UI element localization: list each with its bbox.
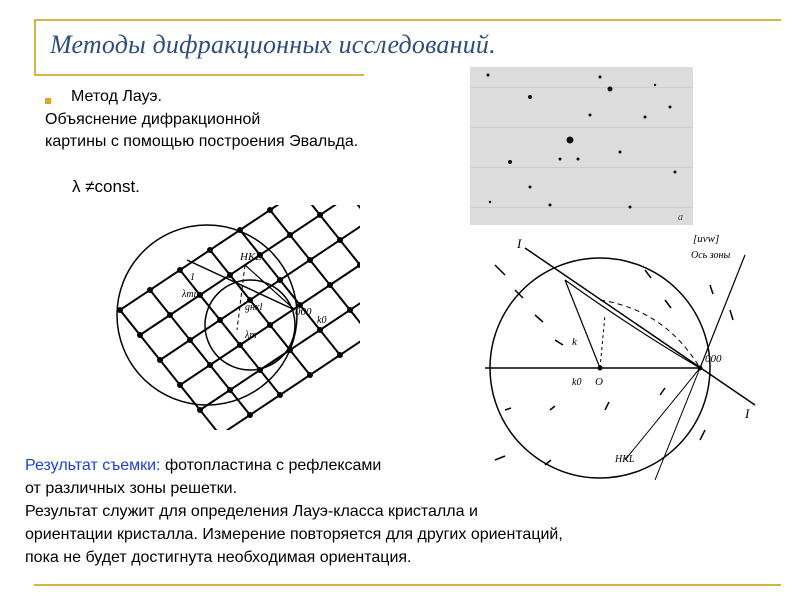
lattice-node (137, 332, 143, 338)
lattice-node (267, 322, 273, 328)
ewald-zone-figure (455, 230, 800, 490)
title-left-rule (34, 19, 36, 74)
photo-background (470, 67, 693, 225)
hkl-label: HKL (615, 454, 635, 465)
lattice-node (337, 352, 343, 358)
reflection-mark (660, 388, 665, 395)
result-lead: Результат съемки: (25, 457, 161, 474)
top-rule (34, 19, 781, 21)
lattice-node (177, 382, 183, 388)
lattice-node (227, 272, 233, 278)
lambda-m-label: λm (245, 330, 257, 341)
lattice-node (147, 287, 153, 293)
lattice-node (287, 232, 293, 238)
result-line-5: пока не будет достигнута необходимая ориентация. (25, 549, 412, 566)
bottom-rule (34, 584, 781, 586)
incident-ray (525, 248, 755, 405)
result-line-2: от различных зоны решетки. (25, 480, 238, 497)
slide-title: Методы дифракционных исследований. (50, 30, 496, 59)
title-bottom-rule (34, 74, 364, 76)
ewald-lattice-figure (90, 205, 360, 430)
lattice-node (157, 357, 163, 363)
result-line-1-rest: фотопластина с рефлексами (160, 457, 382, 474)
result-text (25, 454, 785, 569)
lattice-node (247, 412, 253, 418)
g-hkl-label: gнкl (245, 302, 263, 313)
g-vector (600, 315, 605, 368)
reflection-mark (495, 265, 505, 275)
lattice-node (217, 317, 223, 323)
method-text: Метод Лауэ. (71, 88, 162, 105)
result-line-4: ориентации кристалла. Измерение повторяется для других ориентаций, (25, 526, 563, 543)
k0-label: k0 (317, 315, 327, 326)
explanation-line-1: Объяснение дифракционной (45, 111, 261, 128)
sphere-center-point (598, 366, 603, 371)
lattice-node (337, 237, 343, 243)
origin-point (698, 366, 703, 371)
result-line-1 (25, 454, 785, 477)
photo-corner-label: a (678, 212, 683, 223)
uvw-label: [uvw] (693, 233, 720, 245)
zone-axis-label: Ось зоны (691, 250, 731, 261)
lambda-condition: λ ≠const. (72, 177, 140, 196)
lattice-node (177, 267, 183, 273)
dashed-vector (237, 265, 245, 330)
reflection-mark (710, 285, 713, 294)
hkl-line (625, 368, 700, 460)
lattice-node (227, 387, 233, 393)
reflection-mark (700, 430, 705, 440)
one-label-top: 1 (190, 272, 195, 283)
laue-photograph (470, 67, 693, 225)
lattice-node (197, 407, 203, 413)
lattice-node (267, 207, 273, 213)
origin-000-label: 000 (705, 353, 722, 365)
bullet-square-icon (45, 98, 51, 104)
reflection-mark (605, 402, 609, 410)
hkl-label: HKL (240, 251, 262, 263)
lambda-min-label: λmin (182, 289, 202, 300)
lattice-node (277, 277, 283, 283)
zone-axis-line (700, 255, 745, 368)
i-label-top: I (517, 236, 522, 251)
lattice-node (187, 337, 193, 343)
lattice-node (327, 282, 333, 288)
lattice-node (307, 372, 313, 378)
reflection-mark (555, 340, 563, 345)
reflection-mark (730, 310, 733, 320)
result-line-3: Результат служит для определения Лауэ-класса кристалла и (25, 503, 478, 520)
reflection-mark (550, 406, 555, 410)
lattice-node (237, 342, 243, 348)
k0-label: k0 (572, 377, 582, 388)
lattice-node (307, 257, 313, 263)
reflection-mark (535, 315, 543, 322)
reflection-mark (645, 270, 651, 278)
o-label: O (595, 376, 603, 388)
i-label-right: I (745, 406, 750, 421)
lattice-node (317, 212, 323, 218)
lattice-node (167, 312, 173, 318)
reflection-mark (665, 300, 671, 308)
k-label: k (572, 336, 577, 348)
lattice-line (120, 205, 330, 310)
lattice-line (150, 290, 250, 415)
lattice-node (347, 307, 353, 313)
lattice-line (220, 295, 360, 430)
explanation-line-2: картины с помощью построения Эвальда. (45, 133, 359, 150)
explanation-text (45, 109, 425, 153)
lattice-node (277, 392, 283, 398)
reflection-mark (505, 408, 511, 410)
lattice-node (317, 327, 323, 333)
k-vector (565, 280, 600, 368)
lattice-node (207, 362, 213, 368)
lattice-node (207, 247, 213, 253)
origin-000-label: 000 (295, 306, 312, 318)
